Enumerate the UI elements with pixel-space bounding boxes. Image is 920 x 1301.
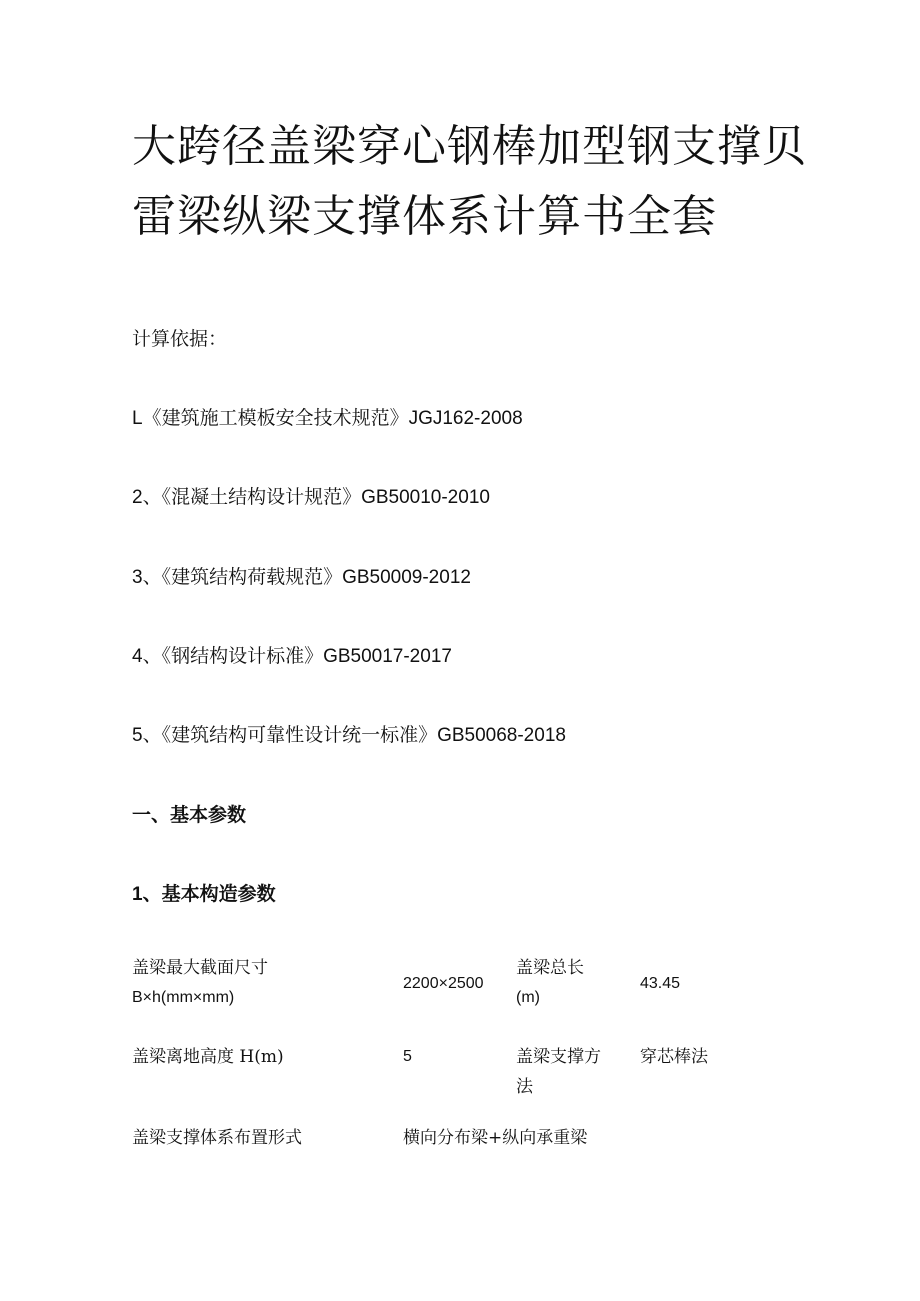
sub-section-heading: 1、基本构造参数	[132, 884, 276, 905]
cell-text-line: 盖梁最大截面尺寸	[132, 958, 268, 978]
cell-text-line: (m)	[516, 989, 540, 1006]
table-cell-label	[516, 953, 584, 1013]
basis-heading: 计算依据：	[132, 329, 228, 350]
basis-item-5: 5、《建筑结构可靠性设计统一标准》GB50068-2018	[132, 725, 566, 746]
title-line-1: 大跨径盖梁穿心钢棒加型钢支撑贝	[132, 121, 807, 172]
title-line-2: 雷梁纵梁支撑体系计算书全套	[132, 191, 717, 242]
table-cell-value: 2200×2500	[403, 975, 484, 992]
table-cell-value: 43.45	[640, 975, 681, 992]
table-cell-label: 盖梁离地高度 H(m)	[132, 1047, 284, 1067]
section-heading: 一、基本参数	[132, 805, 247, 826]
cell-text-line: 法	[516, 1077, 533, 1097]
table-cell-label	[132, 953, 268, 1013]
cell-text-line: B×h(mm×mm)	[132, 989, 235, 1006]
cell-text-line: 盖梁总长	[516, 958, 584, 978]
basis-item-2: 2、《混凝土结构设计规范》GB50010-2010	[132, 487, 490, 508]
basis-item-3: 3、《建筑结构荷载规范》GB50009-2012	[132, 567, 471, 588]
table-cell-value: 横向分布梁+纵向承重梁	[403, 1128, 588, 1148]
basis-item-4: 4、《钢结构设计标准》GB50017-2017	[132, 646, 452, 667]
document-title	[132, 112, 807, 252]
table-cell-label: 盖梁支撑体系布置形式	[132, 1128, 302, 1148]
table-cell-value: 穿芯棒法	[640, 1047, 708, 1067]
basis-item-1: L《建筑施工模板安全技术规范》JGJ162-2008	[132, 408, 523, 429]
table-cell-value: 5	[403, 1048, 412, 1065]
table-cell-label	[516, 1042, 601, 1102]
cell-text-line: 盖梁支撑方	[516, 1047, 601, 1067]
